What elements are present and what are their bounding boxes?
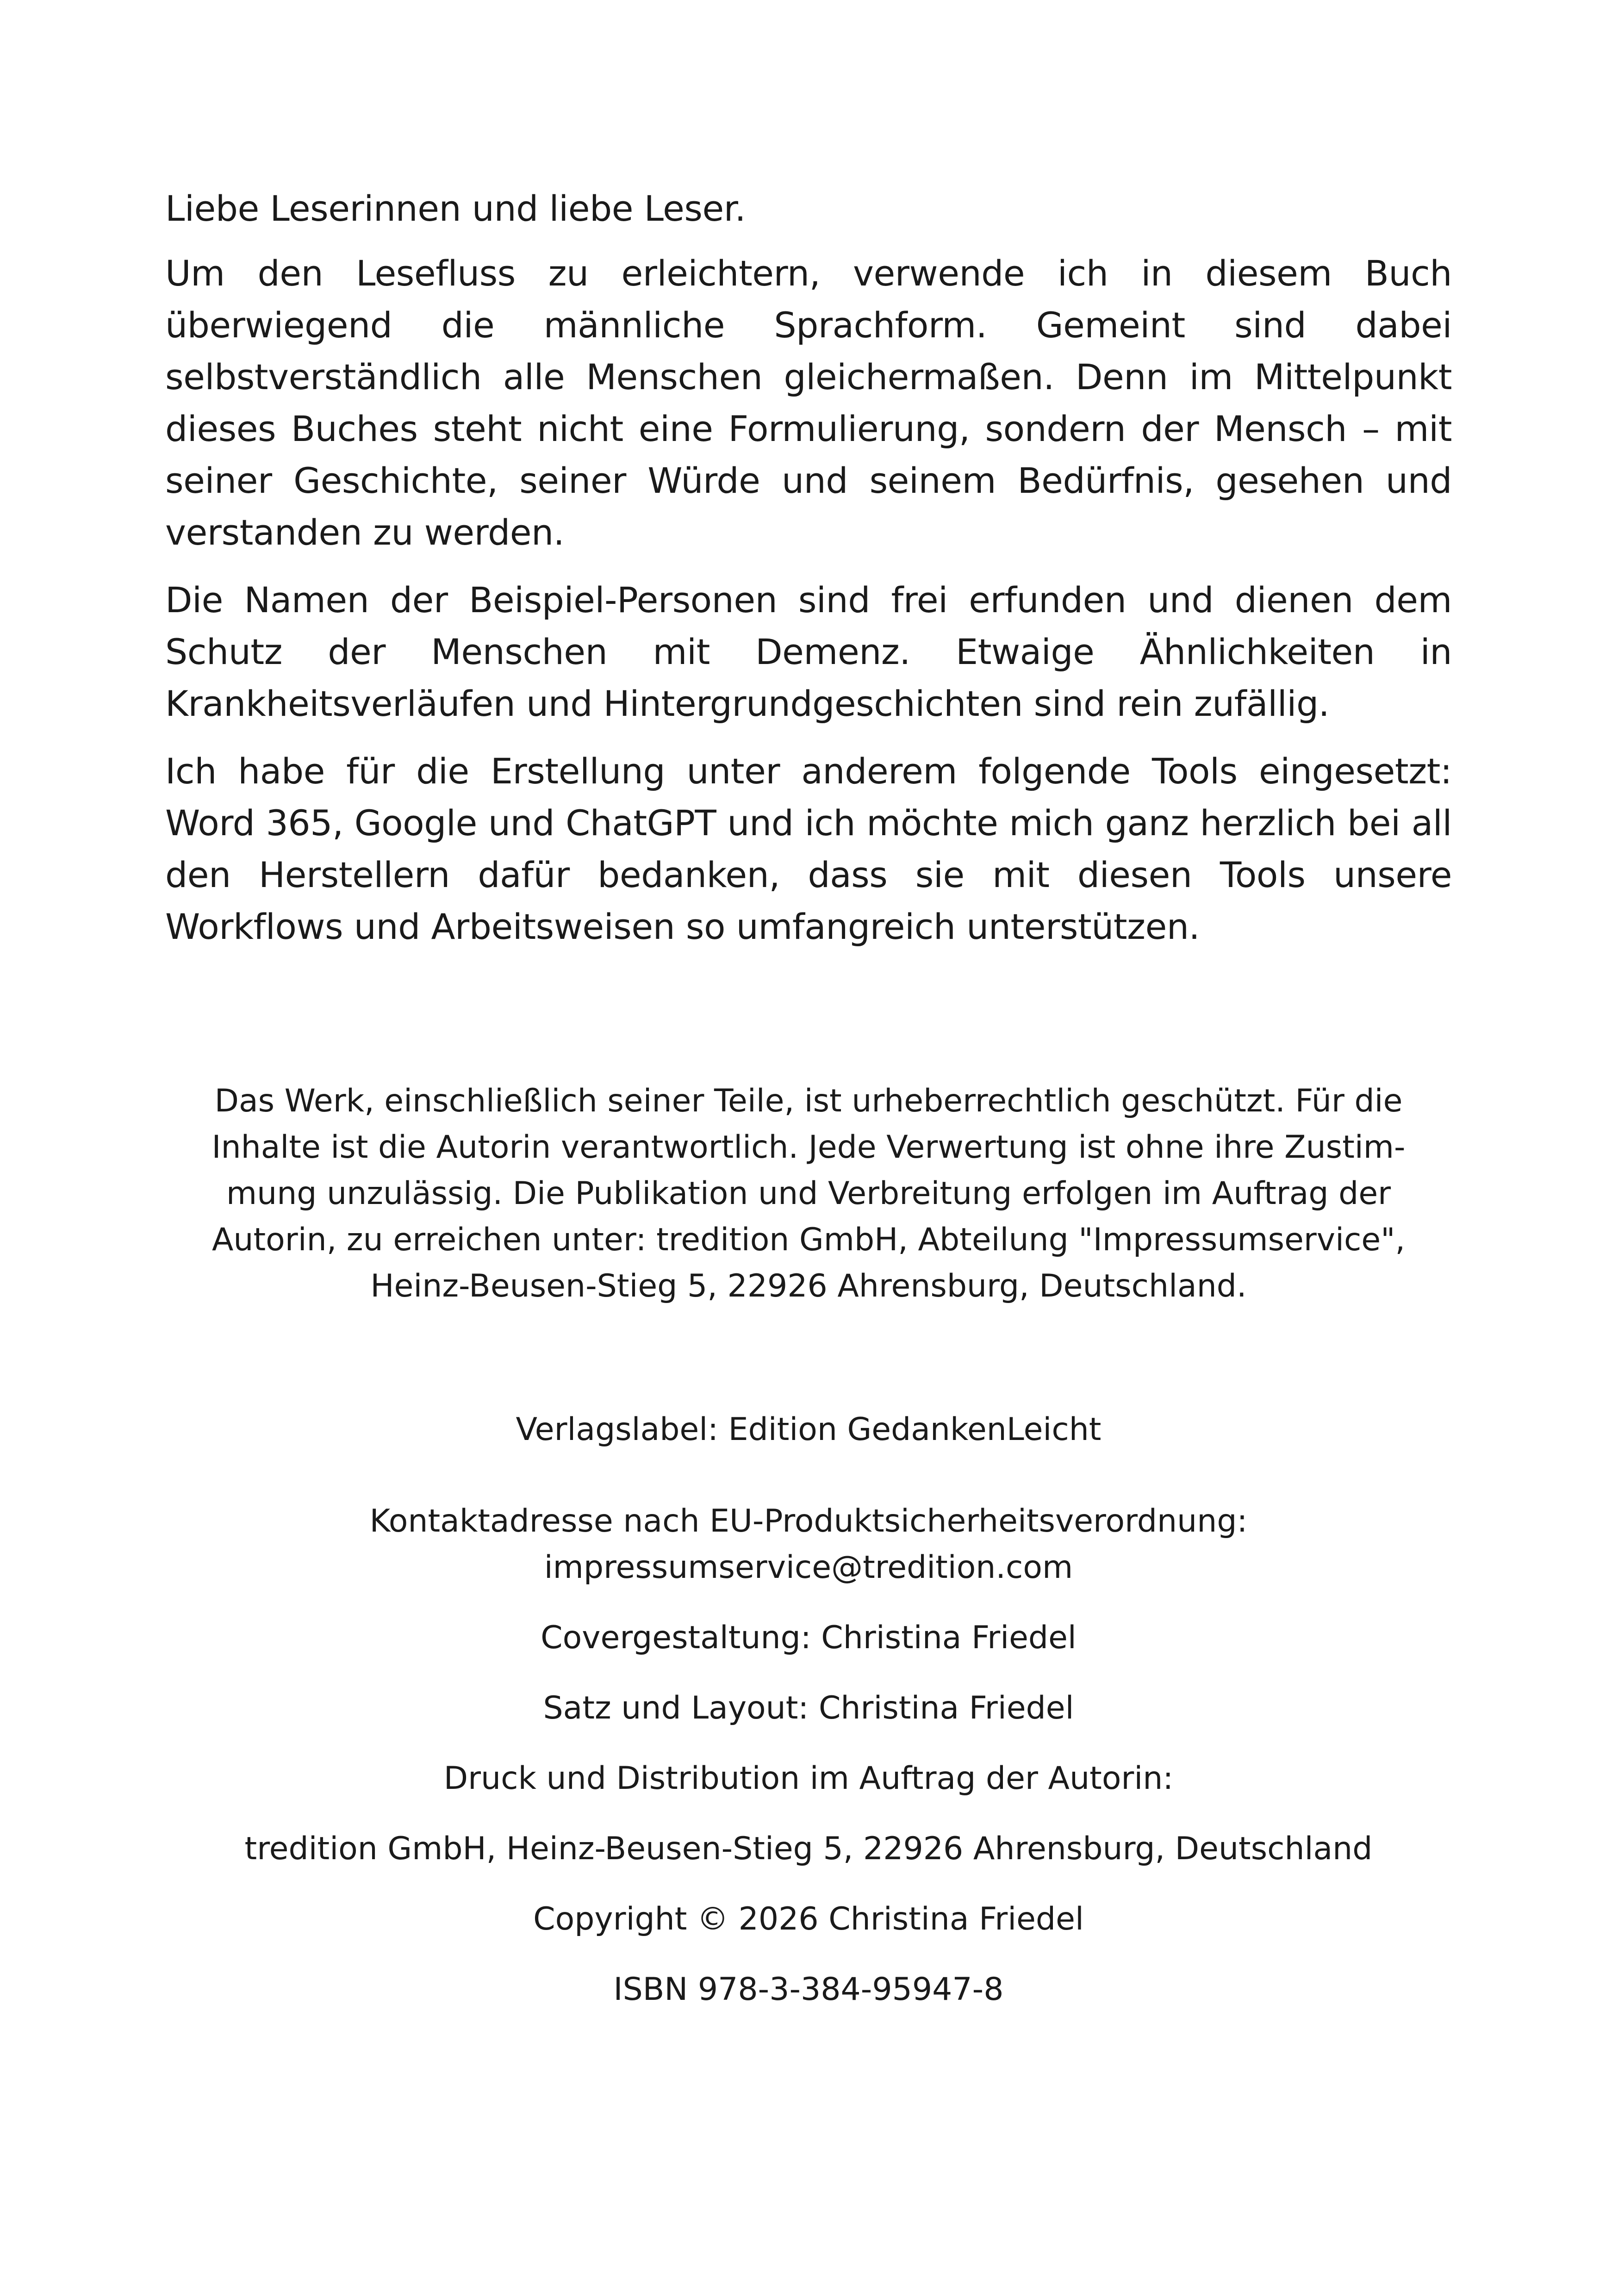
- copyright-notice-line: Heinz-Beusen-Stieg 5, 22926 Ahrensburg, Deutschland.: [370, 1268, 1247, 1304]
- cover-credit: Covergestaltung: Christina Friedel: [541, 1620, 1077, 1656]
- copyright-notice-line: Inhalte ist die Autorin verantwortlich. Jede Verwertung ist ohne ihre Zustim-: [212, 1129, 1406, 1166]
- contact-block: [165, 1498, 1452, 1591]
- print-title: Druck und Distribution im Auftrag der Autorin:: [443, 1760, 1174, 1797]
- copyright-line: Copyright © 2026 Christina Friedel: [533, 1901, 1084, 1937]
- copyright-notice-line: Das Werk, einschließlich seiner Teile, ist urheberrechtlich geschützt. Für die: [214, 1083, 1403, 1119]
- names-disclaimer-paragraph: Die Namen der Beispiel-Personen sind frei erfunden und dienen dem Schutz der Menschen mit Demenz. Etwaige Ähnlichkeiten in Krankheitsverläufen und Hintergrundgeschichten sind rein zufällig.: [165, 579, 1452, 724]
- contact-email: impressumservice@tredition.com: [544, 1549, 1073, 1586]
- tools-acknowledgement-paragraph: Ich habe für die Erstellung unter anderem folgende Tools eingesetzt: Word 365, Google und ChatGPT und ich möchte mich ganz herzlich bei all den Herstellern dafür bedanken, dass sie mit diesen Tools unsere Workflows und Arbeitsweisen so umfangreich unterstützen.: [165, 751, 1452, 947]
- print-address: tredition GmbH, Heinz-Beusen-Stieg 5, 22926 Ahrensburg, Deutschland: [244, 1831, 1373, 1867]
- language-note-paragraph: Um den Lesefluss zu erleichtern, verwende ich in diesem Buch überwiegend die männliche Sprachform. Gemeint sind dabei selbstverständlich alle Menschen gleichermaßen. Denn im Mittelpunkt dieses Buches steht nicht eine Formulierung, sondern der Mensch – mit seiner Geschichte, seiner Würde und seinem Bedürfnis, gesehen und verstanden zu werden.: [165, 253, 1452, 553]
- greeting: Liebe Leserinnen und liebe Leser.: [165, 188, 746, 229]
- isbn: ISBN 978-3-384-95947-8: [613, 1971, 1004, 2008]
- copyright-notice: [165, 1078, 1452, 1309]
- layout-credit: Satz und Layout: Christina Friedel: [543, 1690, 1074, 1726]
- preface-section: [165, 183, 1452, 968]
- publisher-label: Verlagslabel: Edition GedankenLeicht: [516, 1411, 1101, 1448]
- copyright-notice-line: Autorin, zu erreichen unter: tredition GmbH, Abteilung "Impressumservice",: [212, 1222, 1406, 1258]
- imprint-details: [165, 1407, 1452, 2013]
- copyright-notice-line: mung unzulässig. Die Publikation und Verbreitung erfolgen im Auftrag der: [226, 1175, 1391, 1212]
- contact-title: Kontaktadresse nach EU-Produktsicherheitsverordnung:: [369, 1503, 1248, 1539]
